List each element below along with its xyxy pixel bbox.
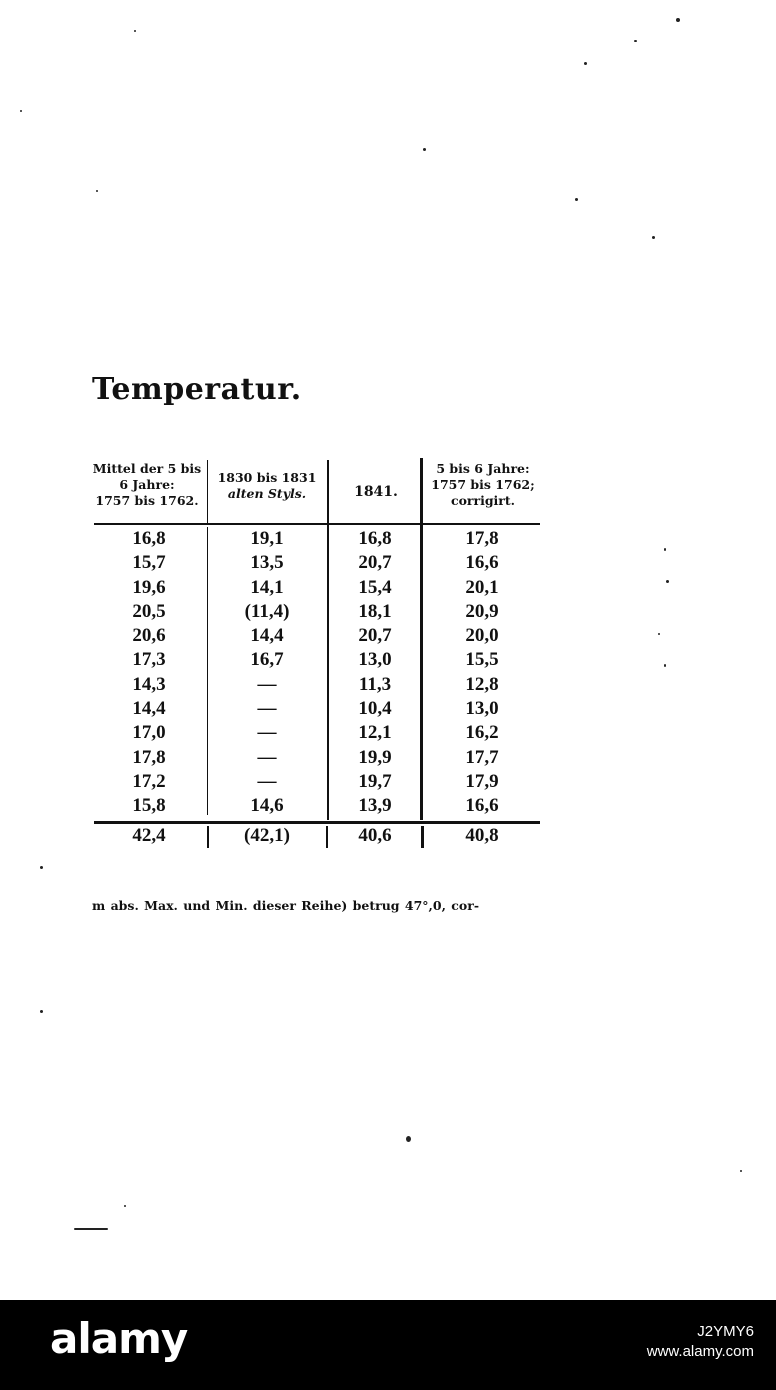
header-rule (94, 523, 540, 525)
total-cell-1: 42,4 (132, 825, 166, 846)
table-cell: 18,1 (358, 600, 392, 622)
scan-speck (124, 1205, 126, 1207)
column-divider-2 (327, 460, 329, 820)
table-cell: 15,8 (132, 795, 166, 817)
column-header-4-line-1: 5 bis 6 Jahre: (436, 461, 530, 476)
scan-speck (20, 110, 22, 112)
column-header-1-line-3: 1757 bis 1762. (95, 493, 199, 508)
table-cell: 17,8 (132, 746, 166, 768)
table-cell: 16,7 (250, 649, 284, 671)
scan-speck (40, 866, 43, 869)
footnote-line: m abs. Max. und Min. dieser Reihe) betrug 47°,0, cor- (92, 898, 480, 913)
table-cell: 19,7 (358, 770, 392, 792)
column-divider-2-totals (326, 826, 328, 848)
column-header-4-line-2: 1757 bis 1762; (431, 477, 535, 492)
table-cell: 14,6 (250, 795, 284, 817)
scan-speck (584, 62, 587, 65)
table-cell: 14,1 (250, 576, 284, 598)
table-cell: 14,4 (132, 698, 166, 720)
page-title: Temperatur. (92, 372, 302, 407)
scan-speck (740, 1170, 742, 1172)
stock-site-url: www.alamy.com (646, 1343, 754, 1360)
table-cell: 17,3 (132, 649, 166, 671)
stock-image-info (647, 1322, 754, 1362)
data-column-2 (222, 527, 312, 819)
table-cell: 12,8 (465, 673, 499, 695)
table-cell: 20,9 (465, 600, 499, 622)
table-cell: 17,9 (465, 770, 499, 792)
table-cell: 20,5 (132, 600, 166, 622)
total-cell-2: (42,1) (244, 825, 290, 846)
table-cell: 15,4 (358, 576, 392, 598)
table-cell: 20,6 (132, 625, 166, 647)
scan-speck (406, 1136, 411, 1142)
table-cell: 17,0 (132, 722, 166, 744)
table-cell: 10,4 (358, 698, 392, 720)
table-cell: 19,6 (132, 576, 166, 598)
table-cell: 20,0 (465, 625, 499, 647)
scan-speck (74, 1228, 108, 1230)
table-cell: 13,0 (465, 698, 499, 720)
column-header-4 (422, 461, 544, 509)
column-header-3 (330, 484, 422, 500)
table-cell: 14,4 (250, 625, 284, 647)
column-divider-3-totals (421, 826, 424, 848)
column-header-2-subtitle: alten Styls. (227, 486, 307, 501)
table-cell: 19,1 (250, 528, 284, 549)
column-header-1 (88, 461, 206, 509)
table-cell: 13,9 (358, 795, 392, 817)
table-cell: 17,7 (465, 746, 499, 768)
column-divider-1-body (207, 527, 208, 815)
scan-speck (664, 548, 666, 551)
column-divider-3 (420, 458, 423, 820)
table-cell: 20,7 (358, 552, 392, 574)
scan-speck (423, 148, 426, 151)
table-cell: 16,6 (465, 795, 499, 817)
total-cell-4: 40,8 (465, 825, 499, 846)
scan-speck (134, 30, 136, 32)
table-cell: — (257, 698, 277, 720)
scan-speck (40, 1010, 43, 1013)
table-cell: 16,8 (132, 528, 166, 549)
data-column-4 (437, 527, 527, 819)
table-cell: 16,8 (358, 528, 392, 549)
data-column-1 (104, 527, 194, 819)
table-cell: 19,9 (358, 746, 392, 768)
stock-logo: alamy (50, 1314, 188, 1363)
column-header-1-line-1: Mittel der 5 bis (92, 461, 202, 476)
table-cell: — (257, 673, 277, 695)
scan-speck (666, 580, 669, 583)
table-cell: 15,7 (132, 552, 166, 574)
table-cell: 17,2 (132, 770, 166, 792)
table-cell: 15,5 (465, 649, 499, 671)
scan-speck (96, 190, 98, 192)
table-cell: 13,5 (250, 552, 284, 574)
scan-speck (634, 40, 637, 42)
data-column-3 (330, 527, 420, 819)
scan-speck (676, 18, 680, 22)
scan-speck (575, 198, 578, 201)
table-cell: 12,1 (358, 722, 392, 744)
column-header-2-line-1: 1830 bis 1831 (217, 470, 317, 485)
table-cell: 17,8 (465, 528, 499, 549)
stock-image-id: J2YMY6 (697, 1323, 754, 1340)
table-cell: — (257, 722, 277, 744)
table-cell: 11,3 (358, 673, 392, 695)
scan-speck (658, 633, 660, 635)
total-cell-3: 40,6 (358, 825, 392, 846)
table-cell: 14,3 (132, 673, 166, 695)
table-cell: — (257, 770, 277, 792)
column-divider-1-totals (207, 826, 209, 848)
column-header-2 (208, 470, 326, 502)
table-cell: — (257, 746, 277, 768)
column-divider-1 (207, 460, 208, 524)
column-header-1-line-2: 6 Jahre: (119, 477, 175, 492)
column-header-3-line-1: 1841. (354, 484, 398, 500)
table-cell: (11,4) (244, 600, 290, 622)
scan-speck (664, 664, 666, 667)
table-cell: 20,7 (358, 625, 392, 647)
table-cell: 20,1 (465, 576, 499, 598)
table-cell: 16,2 (465, 722, 499, 744)
column-header-4-line-3: corrigirt. (450, 493, 516, 508)
table-cell: 13,0 (358, 649, 392, 671)
table-cell: 16,6 (465, 552, 499, 574)
scan-speck (652, 236, 655, 239)
